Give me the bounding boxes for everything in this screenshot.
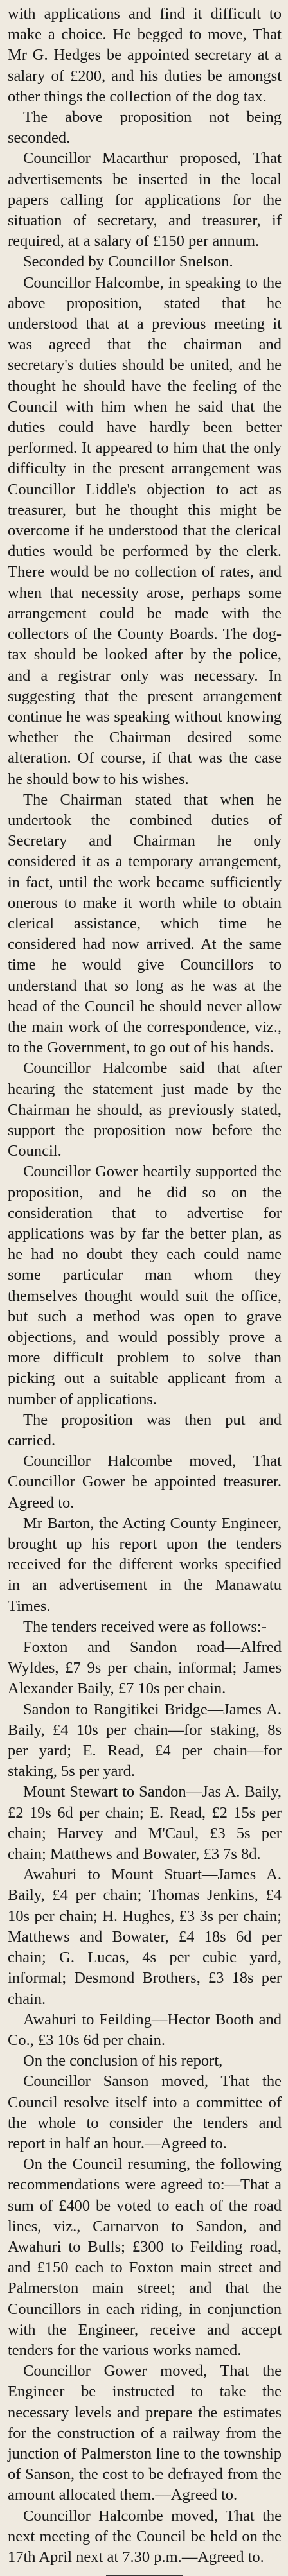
paragraph: Councillor Halcombe moved, That the next meeting of the Council be held on the 17th April next at 7.30 p.m.—Agreed to. — [8, 2507, 282, 2566]
paragraph: with applications and find it difficult to make a choice. He begged to move, That Mr G. Hedges be appointed secretary at a salary of £200, and his duties be amongst other things the collection of the dog tax. — [8, 5, 282, 105]
paragraph: Awahuri to Feilding—Hector Booth and Co., £3 10s 6d per chain. — [8, 2010, 282, 2049]
paragraph: Mount Stewart to Sandon—Jas A. Baily, £2 19s 6d per chain; E. Read, £2 15s per chain; Harvey and M'Caul, £3 5s per chain; Matthews and Bowater, £3 7s 8d. — [8, 1783, 282, 1863]
paragraph: The proposition was then put and carried. — [8, 1411, 282, 1450]
paragraph: Foxton and Sandon road—Alfred Wyldes, £7 9s per chain, informal; James Alexander Baily, £7 10s per chain. — [8, 1639, 282, 1698]
paragraph: The tenders received were as follows:- — [23, 1617, 267, 1635]
paragraph: Councillor Macarthur proposed, That advertisements be inserted in the local papers calling for applications for the situation of secretary, and treasurer, if required, at a salary of £150 per annum. — [8, 150, 282, 250]
paragraph: The Chairman stated that when he undertook the combined duties of Secretary and Chairman he only considered it as a temporary arrangement, in fact, until the work became sufficiently onerous to make it worth while to obtain clerical assistance, which time he considered had now arrived. At the same time he would give Councillors to understand that so long as he was at the head of the Council he should never allow the main work of the correspondence, viz., to the Government, to go out of his hands. — [8, 790, 282, 1057]
paragraph: Sandon to Rangitikei Bridge—James A. Baily, £4 10s per chain—for staking, 8s per yard; E. Read, £4 per chain—for staking, 5s per yard. — [8, 1700, 282, 1780]
paragraph: Mr Barton, the Acting County Engineer, brought up his report upon the tenders received for the different works specified in an advertisement in the Manawatu Times. — [8, 1514, 282, 1615]
paragraph: Seconded by Councillor Snelson. — [23, 253, 233, 271]
paragraph: On the Council resuming, the following recommendations were agreed to:—That a sum of £400 be voted to each of the road lines, viz., Carnarvon to Sandon, and Awahuri to Bulls; £300 to Feilding road, and £150 each to Foxton main street and Palmerston main street; and that the Councillors in each riding, in conjunction with the Engineer, receive and accept tenders for the various works named. — [8, 2155, 282, 2359]
paragraph: Councillor Halcombe moved, That Councillor Gower be appointed treasurer. Agreed to. — [8, 1452, 282, 1511]
paragraph: The above proposition not being seconded. — [8, 109, 282, 147]
paragraph: Councillor Gower moved, That the Engineer be instructed to take the necessary levels and prepare the estimates for the construction of a railway from the junction of Palmerston line to the township of Sanson, the cost to be defrayed from the amount allocated them.—Agreed to. — [8, 2362, 282, 2504]
paragraph: Councillor Halcombe, in speaking to the above proposition, stated that he understood that at a previous meeting it was agreed that the chairman and secretary's duties should be united, and he thought he should have the feeling of the Council with him when he said that the duties could have hardly been better performed. It appeared to him that the only difficulty in the present arrangement was Councillor Liddle's objection to act as treasurer, but he thought this might be overcome if he understood that the clerical duties would be performed by the clerk. There would be no collection of rates, and when that necessity arose, perhaps some arrangement could be made with the collectors of the County Boards. The dog-tax should be looked after by the police, and a registrar only was necessary. In suggesting that the present arrangement continue he was speaking without knowing whether the Chairman desired some alteration. Of course, if that was the case he should bow to his wishes. — [8, 274, 282, 788]
paragraph: Councillor Gower heartily supported the proposition, and he did so on the consideration that to advertise for applications was by far the better plan, as he had no doubt they each could name some particular man whom they themselves thought would suit the office, but such a method was open to grave objections, and would possibly prove a more difficult problem to solve than picking out a suitable applicant from a number of applications. — [8, 1163, 282, 1408]
paragraph: Councillor Halcombe said that after hearing the statement just made by the Chairman he should, as previously stated, support the proposition now before the Council. — [8, 1059, 282, 1160]
paragraph: On the conclusion of his report, — [23, 2052, 223, 2070]
paragraph: Councillor Sanson moved, That the Council resolve itself into a committee of the whole to consider the tenders and report in half an hour.—Agreed to. — [8, 2073, 282, 2152]
paragraph: Awahuri to Mount Stuart—James A. Baily, £4 per chain; Thomas Jenkins, £4 10s per chain; H. Hughes, £3 3s per chain; Matthews and Bowater, £4 18s 6d per chain; G. Lucas, 4s per cubic yard, informal; Desmond Brothers, £3 18s per chain. — [8, 1866, 282, 2008]
